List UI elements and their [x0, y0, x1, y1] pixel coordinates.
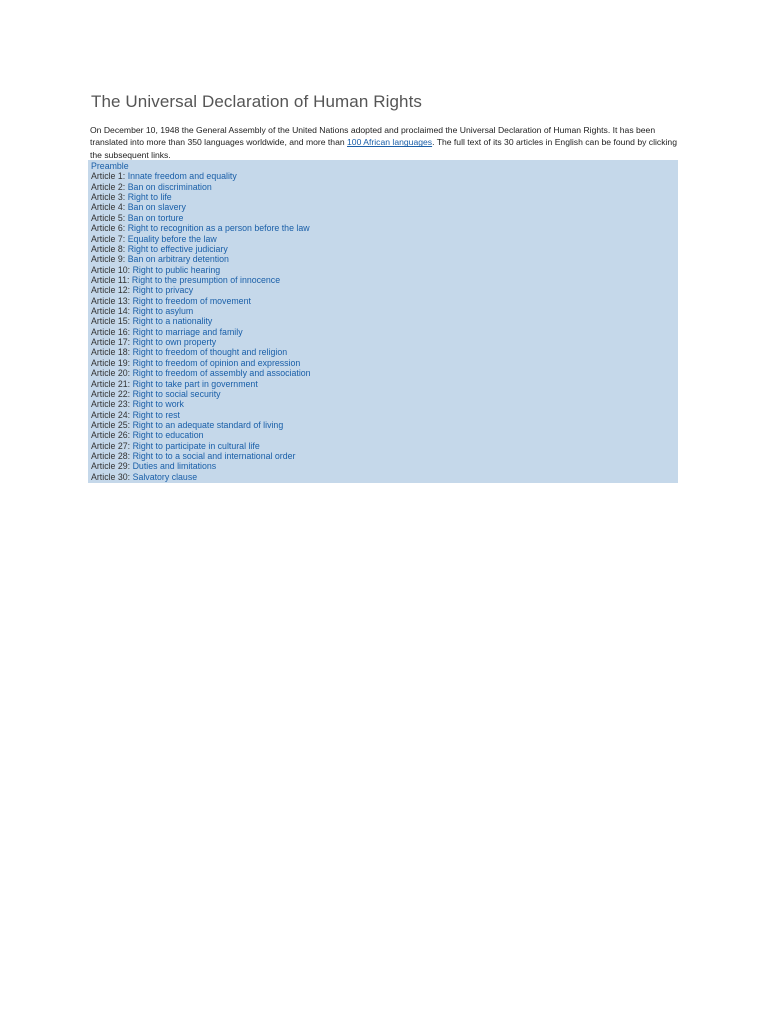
- toc-row-article-23: [91, 399, 678, 409]
- article-link[interactable]: Salvatory clause: [132, 471, 198, 482]
- article-link[interactable]: Right to education: [132, 430, 204, 441]
- toc-row-article-28: [91, 451, 678, 461]
- toc-row-article-20: [91, 368, 678, 378]
- article-link[interactable]: Equality before the law: [127, 233, 217, 244]
- intro-paragraph: [90, 124, 678, 161]
- african-languages-link[interactable]: 100 African languages: [347, 137, 433, 148]
- article-link[interactable]: Right to freedom of assembly and association: [132, 368, 311, 379]
- article-link[interactable]: Right to an adequate standard of living: [132, 419, 284, 430]
- toc-row-article-26: [91, 430, 678, 440]
- article-number-label: Article 24:: [91, 409, 131, 420]
- toc-row-article-30: [91, 472, 678, 482]
- article-number-label: Article 2:: [91, 181, 126, 192]
- toc-row-article-15: [91, 316, 678, 326]
- article-link[interactable]: Right to own property: [132, 337, 217, 348]
- article-number-label: Article 6:: [91, 223, 126, 234]
- article-link[interactable]: Right to a nationality: [132, 316, 213, 327]
- toc-row-article-14: [91, 306, 678, 316]
- article-link[interactable]: Right to public hearing: [132, 264, 221, 275]
- toc-row-article-6: [91, 223, 678, 233]
- article-link[interactable]: Right to freedom of opinion and expression: [132, 357, 301, 368]
- article-number-label: Article 26:: [91, 430, 131, 441]
- article-number-label: Article 28:: [91, 451, 131, 462]
- article-link[interactable]: Right to participate in cultural life: [132, 440, 260, 451]
- toc-row-article-27: [91, 441, 678, 451]
- article-number-label: Article 25:: [91, 419, 131, 430]
- article-link[interactable]: Right to freedom of thought and religion: [132, 347, 288, 358]
- article-number-label: Article 19:: [91, 357, 131, 368]
- toc-row-article-17: [91, 337, 678, 347]
- article-number-label: Article 13:: [91, 295, 131, 306]
- article-number-label: Article 3:: [91, 192, 126, 203]
- toc-row-article-5: [91, 213, 678, 223]
- article-link[interactable]: Right to recognition as a person before the law: [127, 223, 310, 234]
- article-link[interactable]: Right to privacy: [132, 285, 194, 296]
- toc-row-article-1: [91, 171, 678, 181]
- article-number-label: Article 21:: [91, 378, 131, 389]
- toc-row-article-10: [91, 265, 678, 275]
- article-link[interactable]: Ban on arbitrary detention: [127, 254, 229, 265]
- toc-row-article-12: [91, 285, 678, 295]
- article-link[interactable]: Right to freedom of movement: [132, 295, 251, 306]
- article-number-label: Article 7:: [91, 233, 126, 244]
- article-link[interactable]: Ban on slavery: [127, 202, 186, 213]
- article-number-label: Article 10:: [91, 264, 131, 275]
- toc-row-article-16: [91, 327, 678, 337]
- intro-text-before-link: On December 10, 1948 the General Assembly of the United Nations adopted and proclaimed the Universal Declaration of Human Rights. It has been translated into more than 350 languages worldwide, and more than: [90, 125, 656, 148]
- article-link[interactable]: Ban on torture: [127, 212, 184, 223]
- toc-row-article-18: [91, 347, 678, 357]
- article-link[interactable]: Innate freedom and equality: [127, 171, 237, 182]
- toc-row-article-3: [91, 192, 678, 202]
- article-number-label: Article 22:: [91, 388, 131, 399]
- toc-row-article-21: [91, 379, 678, 389]
- article-link[interactable]: Duties and limitations: [132, 461, 217, 472]
- toc-row-article-9: [91, 254, 678, 264]
- toc-row-article-24: [91, 410, 678, 420]
- article-number-label: Article 29:: [91, 461, 131, 472]
- article-number-label: Article 17:: [91, 337, 131, 348]
- toc-row-article-29: [91, 461, 678, 471]
- article-number-label: Article 20:: [91, 368, 131, 379]
- toc-row-article-19: [91, 358, 678, 368]
- articles-table-of-contents: [88, 160, 678, 483]
- article-link[interactable]: Right to marriage and family: [132, 326, 243, 337]
- article-number-label: Article 30:: [91, 471, 131, 482]
- article-number-label: Article 5:: [91, 212, 126, 223]
- toc-row-preamble: [91, 161, 678, 171]
- article-number-label: Article 18:: [91, 347, 131, 358]
- article-link[interactable]: Right to life: [127, 192, 172, 203]
- toc-row-article-11: [91, 275, 678, 285]
- article-link[interactable]: Right to take part in government: [132, 378, 258, 389]
- article-number-label: Article 27:: [91, 440, 131, 451]
- toc-row-article-8: [91, 244, 678, 254]
- article-link[interactable]: Right to asylum: [132, 306, 194, 317]
- article-number-label: Article 11:: [91, 274, 130, 285]
- article-link[interactable]: Right to the presumption of innocence: [131, 274, 281, 285]
- article-number-label: Article 14:: [91, 306, 131, 317]
- article-number-label: Article 23:: [91, 399, 131, 410]
- article-link[interactable]: Right to social security: [132, 388, 221, 399]
- article-link[interactable]: Ban on discrimination: [127, 181, 212, 192]
- toc-row-article-25: [91, 420, 678, 430]
- toc-row-article-22: [91, 389, 678, 399]
- article-number-label: Article 12:: [91, 285, 131, 296]
- article-link[interactable]: Right to to a social and international order: [132, 451, 296, 462]
- article-number-label: Article 8:: [91, 243, 126, 254]
- toc-row-article-2: [91, 182, 678, 192]
- toc-row-article-13: [91, 296, 678, 306]
- intro-text-after-link: . The full text of its 30 articles in English can be found by clicking the subsequent links.: [90, 137, 677, 160]
- article-number-label: Article 15:: [91, 316, 131, 327]
- preamble-link[interactable]: Preamble: [91, 161, 129, 171]
- page-title: The Universal Declaration of Human Rights: [91, 92, 423, 111]
- article-link[interactable]: Right to work: [132, 399, 184, 410]
- article-number-label: Article 1:: [91, 171, 126, 182]
- toc-row-article-4: [91, 202, 678, 212]
- article-number-label: Article 16:: [91, 326, 131, 337]
- toc-row-article-7: [91, 234, 678, 244]
- article-number-label: Article 9:: [91, 254, 126, 265]
- article-link[interactable]: Right to rest: [132, 409, 181, 420]
- article-link[interactable]: Right to effective judiciary: [127, 243, 228, 254]
- article-number-label: Article 4:: [91, 202, 126, 213]
